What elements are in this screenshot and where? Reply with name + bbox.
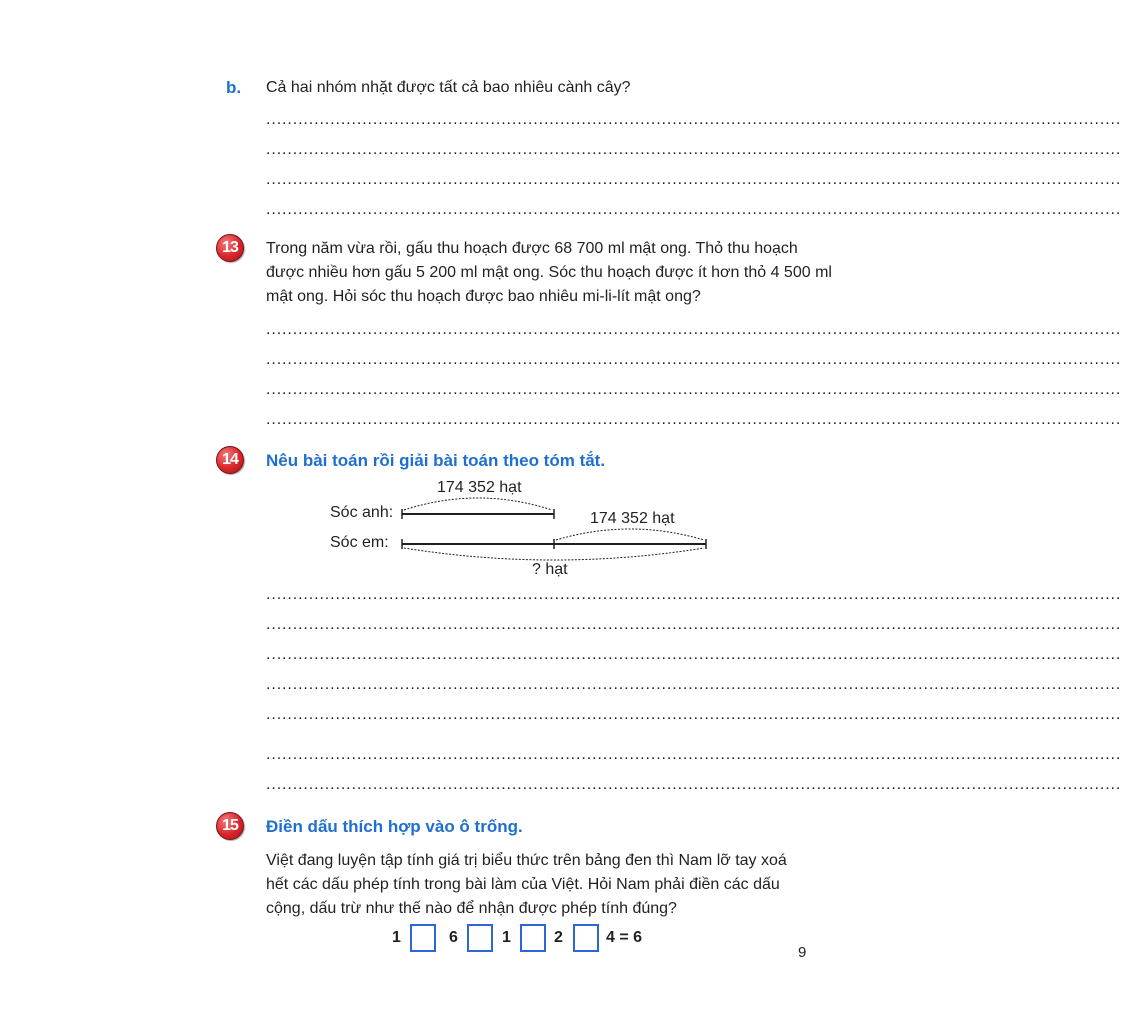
answer-line: ................................................................................................................................................................: [266, 646, 1121, 663]
operator-blank-box[interactable]: [410, 924, 436, 952]
q15-title: Điền dấu thích hợp vào ô trống.: [266, 817, 523, 836]
operator-blank-box[interactable]: [467, 924, 493, 952]
q15-text-line: cộng, dấu trừ như thế nào để nhận được phép tính đúng?: [266, 900, 677, 917]
q13-text-line: được nhiều hơn gấu 5 200 ml mật ong. Sóc thu hoạch được ít hơn thỏ 4 500 ml: [266, 264, 832, 281]
q13-text-line: Trong năm vừa rồi, gấu thu hoạch được 68 700 ml mật ong. Thỏ thu hoạch: [266, 240, 798, 257]
q14-title: Nêu bài toán rồi giải bài toán theo tóm tắt.: [266, 451, 606, 470]
q13-text-line: mật ong. Hỏi sóc thu hoạch được bao nhiêu mi-li-lít mật ong?: [266, 288, 701, 305]
answer-line: ................................................................................................................................................................: [266, 746, 1121, 763]
answer-line: ................................................................................................................................................................: [266, 111, 1121, 128]
question-14-badge: 14: [216, 446, 244, 474]
answer-line: ................................................................................................................................................................: [266, 351, 1121, 368]
answer-line: ................................................................................................................................................................: [266, 586, 1121, 603]
operator-blank-box[interactable]: [520, 924, 546, 952]
answer-line: ................................................................................................................................................................: [266, 321, 1121, 338]
tape-diagram: [320, 474, 740, 584]
expr-number: 1: [502, 929, 511, 946]
soc-anh-value: 174 352 hạt: [437, 479, 522, 496]
part-b-question: Cả hai nhóm nhặt được tất cả bao nhiêu cành cây?: [266, 79, 631, 96]
question-13-badge: 13: [216, 234, 244, 262]
answer-line: ................................................................................................................................................................: [266, 676, 1121, 693]
soc-anh-label: Sóc anh:: [330, 504, 394, 521]
answer-line: ................................................................................................................................................................: [266, 201, 1121, 218]
tape-diagram-svg: [320, 474, 740, 584]
question-15-badge: 15: [216, 812, 244, 840]
page-number: 9: [798, 944, 807, 961]
question-value: ? hạt: [532, 561, 568, 578]
part-b-label: b.: [226, 78, 242, 97]
expr-number: 2: [554, 929, 563, 946]
answer-line: ................................................................................................................................................................: [266, 171, 1121, 188]
expr-number: 6: [449, 929, 458, 946]
difference-value: 174 352 hạt: [590, 510, 675, 527]
answer-line: ................................................................................................................................................................: [266, 776, 1121, 793]
answer-line: ................................................................................................................................................................: [266, 381, 1121, 398]
answer-line: ................................................................................................................................................................: [266, 706, 1121, 723]
operator-blank-box[interactable]: [573, 924, 599, 952]
answer-line: ................................................................................................................................................................: [266, 411, 1121, 428]
answer-line: ................................................................................................................................................................: [266, 616, 1121, 633]
soc-em-label: Sóc em:: [330, 534, 389, 551]
answer-line: ................................................................................................................................................................: [266, 141, 1121, 158]
expr-number: 1: [392, 929, 401, 946]
q15-text-line: hết các dấu phép tính trong bài làm của Việt. Hỏi Nam phải điền các dấu: [266, 876, 780, 893]
expr-result: 4 = 6: [606, 929, 643, 946]
q15-text-line: Việt đang luyện tập tính giá trị biểu thức trên bảng đen thì Nam lỡ tay xoá: [266, 852, 787, 869]
